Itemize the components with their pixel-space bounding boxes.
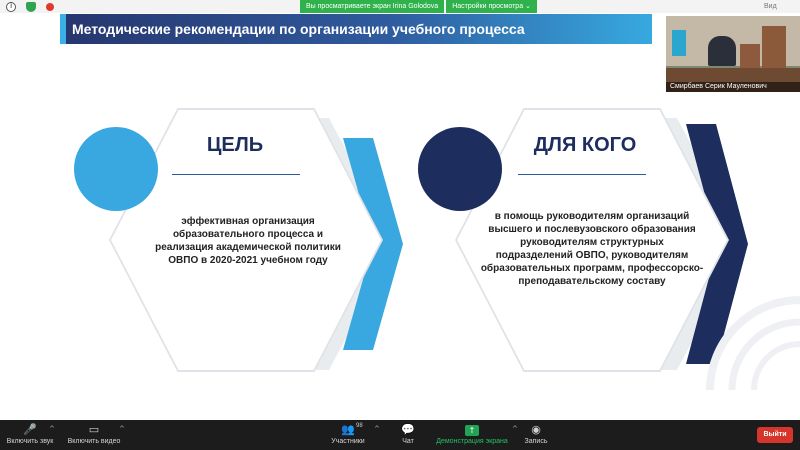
right-card-line: в помощь руководителям организаций <box>494 211 690 222</box>
right-card-line: руководителям структурных <box>520 237 664 248</box>
record-button[interactable] <box>522 420 550 450</box>
video-person <box>708 36 736 66</box>
leave-meeting-button[interactable]: Выйти <box>757 427 793 443</box>
left-card-line: эффективная организация <box>181 216 315 227</box>
view-button[interactable]: Вид <box>764 3 777 10</box>
slide-title: Методические рекомендации по организации учебного процесса <box>72 21 525 37</box>
meeting-toolbar <box>0 420 800 450</box>
unmute-label: Включить звук <box>6 438 54 445</box>
left-card-divider <box>172 174 300 175</box>
left-card-line: реализация академической политики <box>155 242 341 253</box>
video-door <box>762 26 786 70</box>
right-card-divider <box>518 174 646 175</box>
left-circle-decor <box>74 127 158 211</box>
left-card-body <box>118 215 378 267</box>
participants-count: 98 <box>356 423 363 429</box>
share-screen-icon: ↑ <box>434 423 510 436</box>
video-options-caret[interactable]: ^ <box>119 425 125 433</box>
left-card-line: образовательного процесса и <box>172 229 324 240</box>
participant-video-tile[interactable] <box>666 16 800 92</box>
video-flag <box>672 30 686 56</box>
share-options-caret[interactable]: ^ <box>512 425 518 433</box>
chat-icon: 💬 <box>401 423 415 436</box>
meeting-info-icon[interactable] <box>6 2 16 12</box>
chat-label: Чат <box>402 438 414 445</box>
right-card-line: образовательных программ, профессорско- <box>480 263 704 274</box>
share-screen-button[interactable] <box>434 420 510 450</box>
recording-indicator-icon <box>46 3 54 11</box>
microphone-muted-icon: 🎤 <box>23 423 37 436</box>
viewing-screen-label: Вы просматриваете экран Irina Golodova <box>300 0 444 13</box>
chevron-down-icon: ⌄ <box>525 3 531 10</box>
chat-button[interactable] <box>396 420 420 450</box>
record-label: Запись <box>524 438 548 445</box>
top-status-bar <box>0 0 800 13</box>
right-card-body <box>462 210 722 288</box>
start-video-button[interactable] <box>64 420 124 450</box>
camera-off-icon: ▭ <box>88 423 100 436</box>
participants-options-caret[interactable]: ^ <box>374 425 380 433</box>
right-card-heading: ДЛЯ КОГО <box>533 134 637 156</box>
start-video-label: Включить видео <box>67 438 121 445</box>
screen-share-banner <box>300 0 537 13</box>
left-card-heading: ЦЕЛЬ <box>206 134 264 156</box>
participant-name-label: Смирбаев Серик Мауленович <box>666 82 800 92</box>
record-icon: ◉ <box>531 423 541 436</box>
right-card-line: подразделений ОВПО, руководителям <box>495 250 689 261</box>
right-circle-decor <box>418 127 502 211</box>
security-shield-icon[interactable] <box>26 2 36 12</box>
participants-icon: 👥 <box>341 423 355 436</box>
video-chair <box>740 44 760 70</box>
decorative-arcs <box>690 280 800 420</box>
right-card-line: высшего и послевузовского образования <box>488 224 696 235</box>
right-card-line: преподавательскому составу <box>518 276 666 287</box>
participants-label: Участники <box>331 438 365 445</box>
view-settings-button[interactable] <box>446 0 537 13</box>
share-screen-label: Демонстрация экрана <box>436 438 508 445</box>
audio-options-caret[interactable]: ^ <box>49 425 55 433</box>
view-settings-label: Настройки просмотра <box>452 3 524 10</box>
left-card-line: ОВПО в 2020-2021 учебном году <box>168 255 328 266</box>
